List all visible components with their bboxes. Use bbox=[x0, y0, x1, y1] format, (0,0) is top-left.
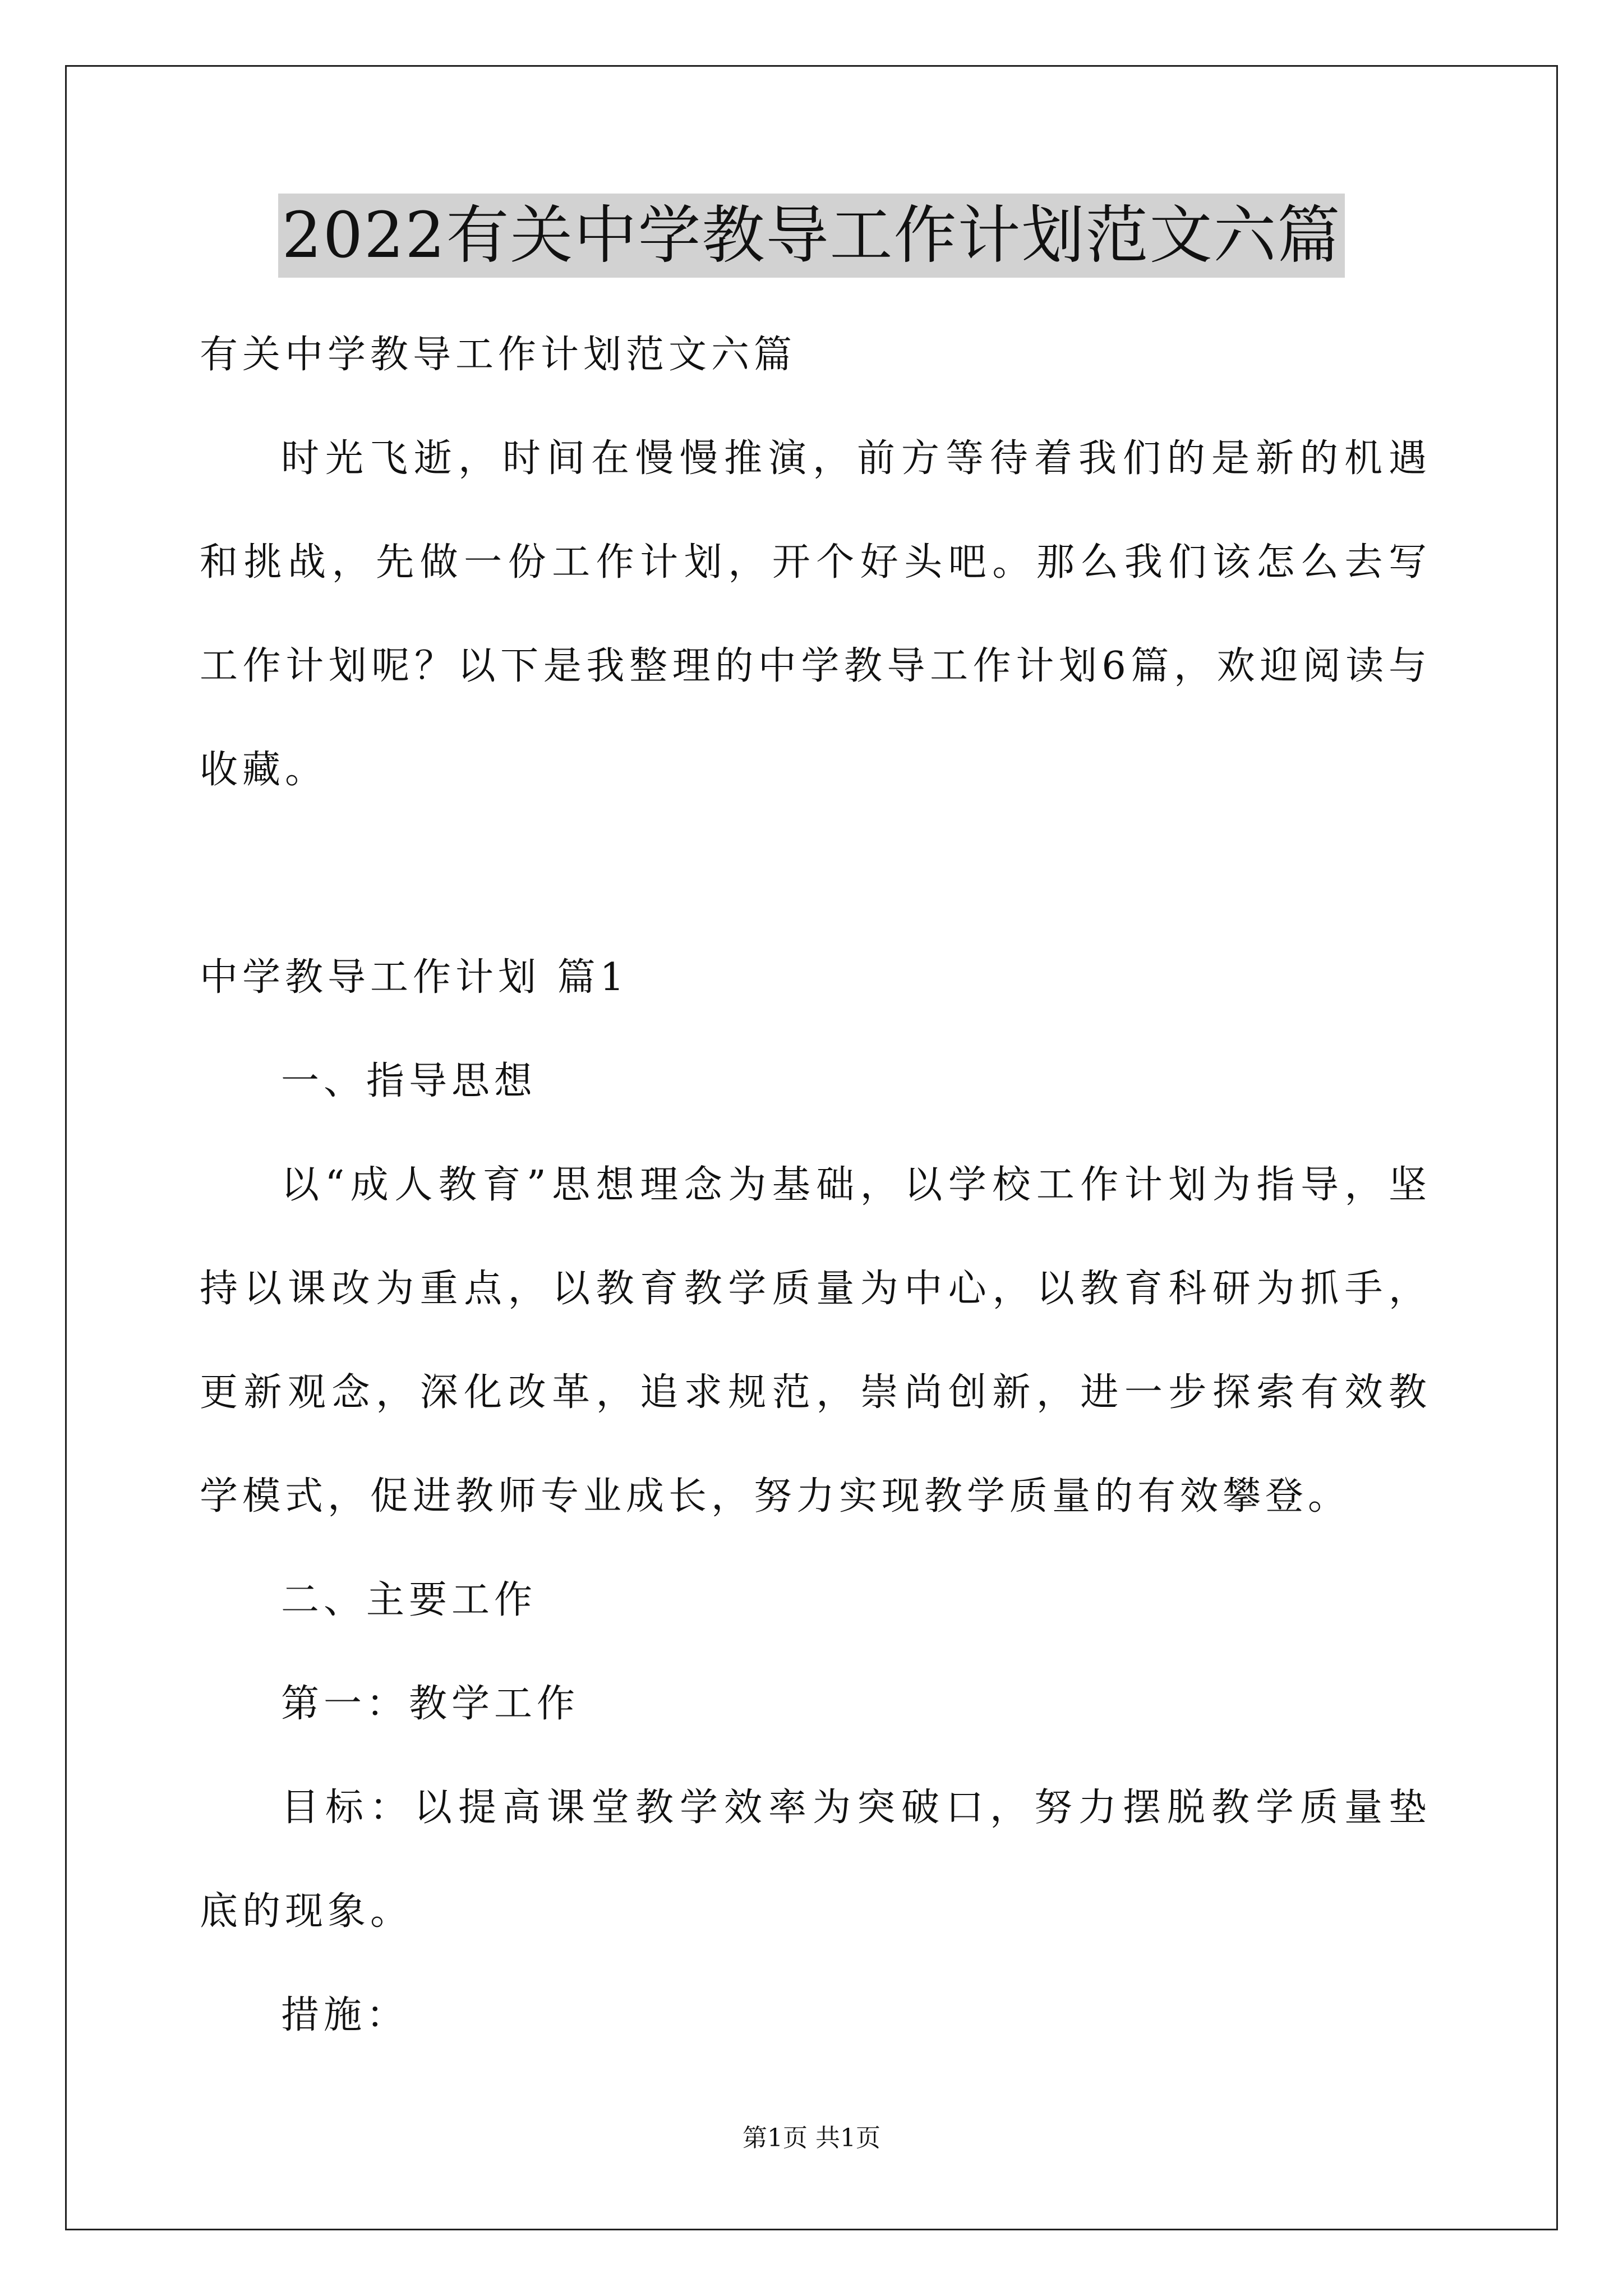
document-title: 2022有关中学教导工作计划范文六篇 bbox=[278, 194, 1344, 278]
measures-label: 措施： bbox=[281, 1993, 409, 2037]
guiding-thought-paragraph: 以“成人教育”思想理念为基础，以学校工作计划为指导，坚持以课改为重点，以教育教学质量为中心，以教育科研为抓手，更新观念，深化改革，追求规范，崇尚创新，进一步探索有效教学模式，促进教师专业成长，努力实现教学质量的有效攀登。 bbox=[200, 1163, 1431, 1519]
heading-teaching-work: 第一：教学工作 bbox=[281, 1682, 580, 1726]
intro-paragraph: 时光飞逝，时间在慢慢推演，前方等待着我们的是新的机遇和挑战，先做一份工作计划，开个好头吧。那么我们该怎么去写工作计划呢？以下是我整理的中学教导工作计划6篇，欢迎阅读与收藏。 bbox=[200, 436, 1431, 792]
heading-guiding-thought: 一、指导思想 bbox=[281, 1059, 537, 1103]
goal-paragraph: 目标：以提高课堂教学效率为突破口，努力摆脱教学质量垫底的现象。 bbox=[200, 1786, 1431, 1934]
heading-main-work: 二、主要工作 bbox=[281, 1578, 537, 1622]
spacer bbox=[200, 822, 1431, 926]
page-footer: 第1页 共1页 bbox=[743, 2124, 880, 2152]
document-subtitle: 有关中学教导工作计划范文六篇 bbox=[200, 333, 797, 377]
document-body bbox=[200, 303, 1431, 2067]
section-heading: 中学教导工作计划 篇1 bbox=[200, 955, 629, 1000]
title-wrapper bbox=[0, 194, 1623, 278]
